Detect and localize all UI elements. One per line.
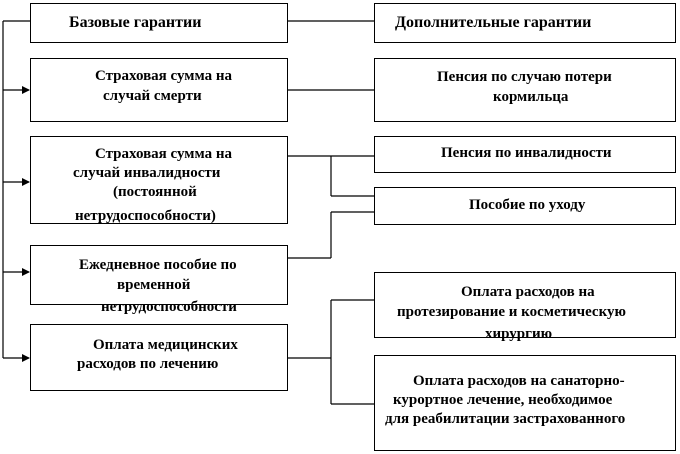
additional-guarantees-header	[374, 3, 676, 43]
additional-prosthetics-line-1: Оплата расходов на	[461, 284, 595, 300]
additional-guarantees-title: Дополнительные гарантии	[395, 14, 592, 31]
additional-care-line-1: Пособие по уходу	[469, 197, 586, 213]
additional-prosthetics-line-2: протезирование и косметическую	[397, 304, 626, 320]
additional-prosthetics-line-3: хирургию	[485, 326, 553, 342]
basic-disability-line-3: (постоянной	[113, 184, 197, 200]
basic-medical-expenses	[30, 324, 288, 391]
basic-disability-line-2: случай инвалидности	[73, 165, 221, 181]
additional-disability-line-1: Пенсия по инвалидности	[441, 145, 612, 161]
basic-disability-line-1: Страховая сумма на	[95, 146, 233, 162]
additional-breadwinner-line-2: кормильца	[493, 89, 569, 105]
additional-breadwinner-pension	[374, 58, 676, 122]
basic-daily-line-1: Ежедневное пособие по	[79, 257, 237, 273]
additional-disability-pension	[374, 136, 676, 173]
basic-medical-line-1: Оплата медицинских	[93, 337, 238, 353]
additional-sanatorium-line-1: Оплата расходов на санаторно-	[413, 373, 625, 389]
basic-daily-line-3: нетрудоспособности	[101, 299, 237, 315]
basic-daily-line-2: временной	[117, 277, 191, 293]
basic-guarantees-title: Базовые гарантии	[69, 14, 202, 31]
additional-sanatorium-line-3: для реабилитации застрахованного	[385, 411, 626, 427]
basic-disability-line-4: нетрудоспособности)	[75, 208, 216, 224]
basic-guarantees-header	[30, 3, 288, 43]
basic-death-sum	[30, 58, 288, 122]
basic-death-line-2: случай смерти	[103, 88, 202, 104]
basic-daily-benefit	[30, 245, 288, 315]
additional-prosthetics	[374, 272, 676, 342]
basic-death-line-1: Страховая сумма на	[95, 68, 233, 84]
additional-sanatorium	[374, 355, 676, 451]
additional-breadwinner-line-1: Пенсия по случаю потери	[437, 69, 612, 85]
additional-care-benefit	[374, 187, 676, 225]
additional-sanatorium-line-2: курортное лечение, необходимое	[393, 392, 613, 408]
basic-medical-line-2: расходов по лечению	[77, 356, 219, 372]
basic-disability-sum	[30, 136, 288, 224]
